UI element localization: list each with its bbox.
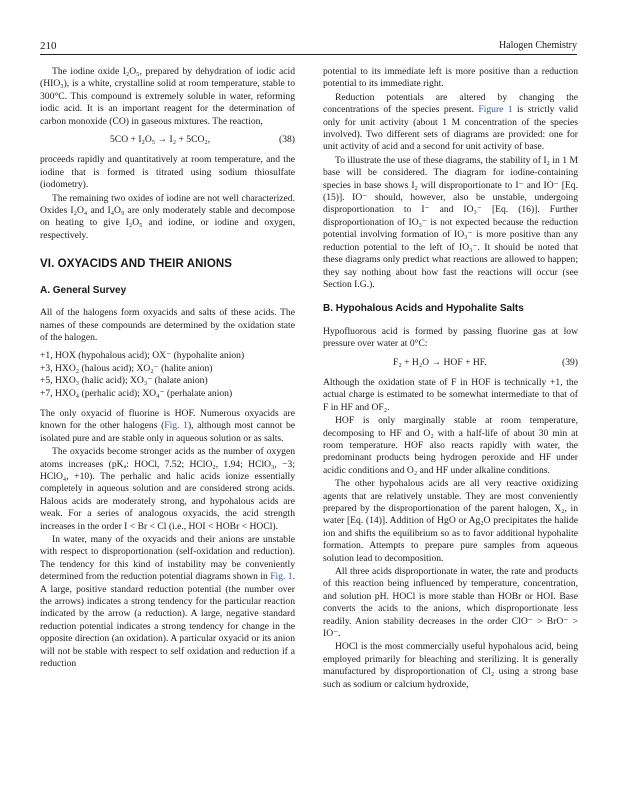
right-column: [323, 66, 578, 692]
list-item: +1, HOX (hypohalous acid); OX⁻ (hypohalite anion): [40, 350, 245, 362]
paragraph: The other hypohalous acids are all very reactive oxidizing agents that are relatively unstable. They are most conveniently prepared by the disproportionation of the parent halogen, X₂, in water [Eq. (14)]. Addition of HgO or Ag₂O precipitates the halide ion and shifts the equilibrium so as to favor additional hypohalite formation. Attempts to prepare pure samples from aqueous solution lead to decomposition.: [323, 478, 578, 564]
figure-link[interactable]: Fig. 1: [164, 420, 188, 432]
page-number: 210: [40, 40, 57, 52]
paragraph: potential to its immediate left is more positive than a reduction potential to its immediate right.: [323, 66, 578, 90]
equation-39: [323, 357, 578, 369]
paragraph: The oxyacids become stronger acids as the number of oxygen atoms increases (pKₐ: HOCl, 7.52; HClO₂, 1.94; HClO₃, −3; HClO₄, +10). The perhalic and halic acids ionize essentially completely in aqueous solution and are considered strong acids. Halous acids are moderately strong, and hypohalous acids are weak. For a series of analogous oxyacids, the acid strength increases in the order I < Br < Cl (i.e., HOI < HOBr < HOCl).: [40, 446, 295, 532]
paragraph: To illustrate the use of these diagrams, the stability of I₂ in 1 M base will be considered. The diagram for iodine-containing species in base shows I₂ will disproportionate to I⁻ and IO⁻ [Eq. (15)]. IO⁻ should, however, also be unstable, undergoing disproportionation to I⁻ and IO₃⁻ [Eq. (16)]. Further disproportionation of IO₃⁻ is not expected because the reduction potential involving formation of IO₃⁻ is more positive than any reduction potential to the left of IO₃⁻. It should be noted that these diagrams only predict what reactions are allowed to happen; they say nothing about how fast the reactions will occur (see Section I.G.).: [323, 154, 578, 290]
paragraph: The iodine oxide I₂O₅, prepared by dehydration of iodic acid (HIO₃), is a white, crystalline solid at room temperature, stable to 300°C. This compound is extremely soluble in water, reforming iodic acid. It is an important reagent for the determination of carbon monoxide (CO) in gaseous mixtures. The reaction,: [40, 66, 295, 127]
equation-expression: F₂ + H₂O → HOF + HF.: [393, 356, 487, 368]
paragraph: HOF is only marginally stable at room temperature, decomposing to HF and O₂ with a half-life of about 30 min at room temperature. HOF also reacts rapidly with water, the predominant products being hydrogen peroxide and HF under acidic conditions and O₂ and HF under alkaline conditions.: [323, 415, 578, 476]
equation-number: (39): [562, 356, 578, 368]
subsection-title: B. Hypohalous Acids and Hypohalite Salts: [323, 303, 524, 315]
paragraph: The only oxyacid of fluorine is HOF. Numerous oxyacids are known for the other halogens (Fig. 1), although most cannot be isolated pure and are stable only in aqueous solution or as salts.: [40, 407, 296, 444]
oxidation-state-list: [40, 350, 295, 400]
paragraph: HOCl is the most commercially useful hypohalous acid, being employed primarily for bleaching and sterilizing. It is generally manufactured by disproportionation of Cl₂ using a strong base such as sodium or calcium hydroxide,: [323, 641, 578, 690]
paragraph: All of the halogens form oxyacids and salts of these acids. The names of these compounds are determined by the oxidation state of the halogen.: [40, 307, 295, 343]
paragraph: Reduction potentials are altered by changing the concentrations of the species present. Figure 1 is strictly valid only for unit activity (about 1 M concentration of the species involved). Two different sets of diagrams are provided: one for unit activity of acid and a second for unit activity of base.: [323, 91, 578, 153]
paragraph: In water, many of the oxyacids and their anions are unstable with respect to disproportionation (self-oxidation and reduction). The tendency for this kind of instability may be conveniently determined from the reduction potential diagrams shown in Fig. 1. A large, positive standard reduction potential (the number over the arrows) indicates a strong tendency for the particular reaction indicated by the arrow (a reduction). A large, negative standard reduction potential indicates a strong tendency for change in the opposite direction (an oxidation). A particular oxyacid or its anion will not be stable with respect to self oxidation and reduction if a reduction: [40, 534, 296, 670]
equation-number: (38): [279, 134, 295, 146]
list-item: +3, HXO₂ (halous acid); XO₂⁻ (halite anion): [40, 362, 213, 374]
list-item: +5, HXO₃ (halic acid); XO₃⁻ (halate anion): [40, 375, 208, 387]
header-rule: [40, 54, 577, 55]
figure-link[interactable]: Fig. 1: [270, 571, 293, 583]
section-title: VI. OXYACIDS AND THEIR ANIONS: [40, 258, 233, 271]
equation-38: [40, 134, 295, 146]
list-item: +7, HXO₄ (perhalic acid); XO₄⁻ (perhalate anion): [40, 387, 233, 399]
left-column: [40, 66, 295, 671]
equation-expression: 5CO + I₂O₅ → I₂ + 5CO₂,: [110, 134, 211, 146]
paragraph: The remaining two oxides of iodine are not well characterized. Oxides I₂O₄ and I₄O₉ are only moderately stable and decompose on heating to give I₂O₅ and iodine, or iodine and oxygen, respectively.: [40, 192, 295, 241]
paragraph: Although the oxidation state of F in HOF is technically +1, the actual charge is estimated to be somewhat intermediate to that of F in HF and OF₂.: [323, 376, 578, 413]
figure-link[interactable]: Figure 1: [478, 104, 513, 116]
running-head: Halogen Chemistry: [498, 40, 577, 51]
paragraph: All three acids disproportionate in water, the rate and products of this reaction being influenced by temperature, concentration, and solution pH. HOCl is more stable than HOBr or HOI. Base converts the acids to the anions, which disproportionate less readily. Anion stability decreases in the order ClO⁻ > BrO⁻ > IO⁻.: [323, 566, 578, 640]
paragraph: Hypofluorous acid is formed by passing fluorine gas at low pressure over water at 0°C:: [323, 325, 578, 350]
subsection-title: A. General Survey: [40, 284, 127, 296]
paragraph: proceeds rapidly and quantitatively at room temperature, and the iodine that is formed is titrated using sodium thiosulfate (iodometry).: [40, 154, 295, 191]
